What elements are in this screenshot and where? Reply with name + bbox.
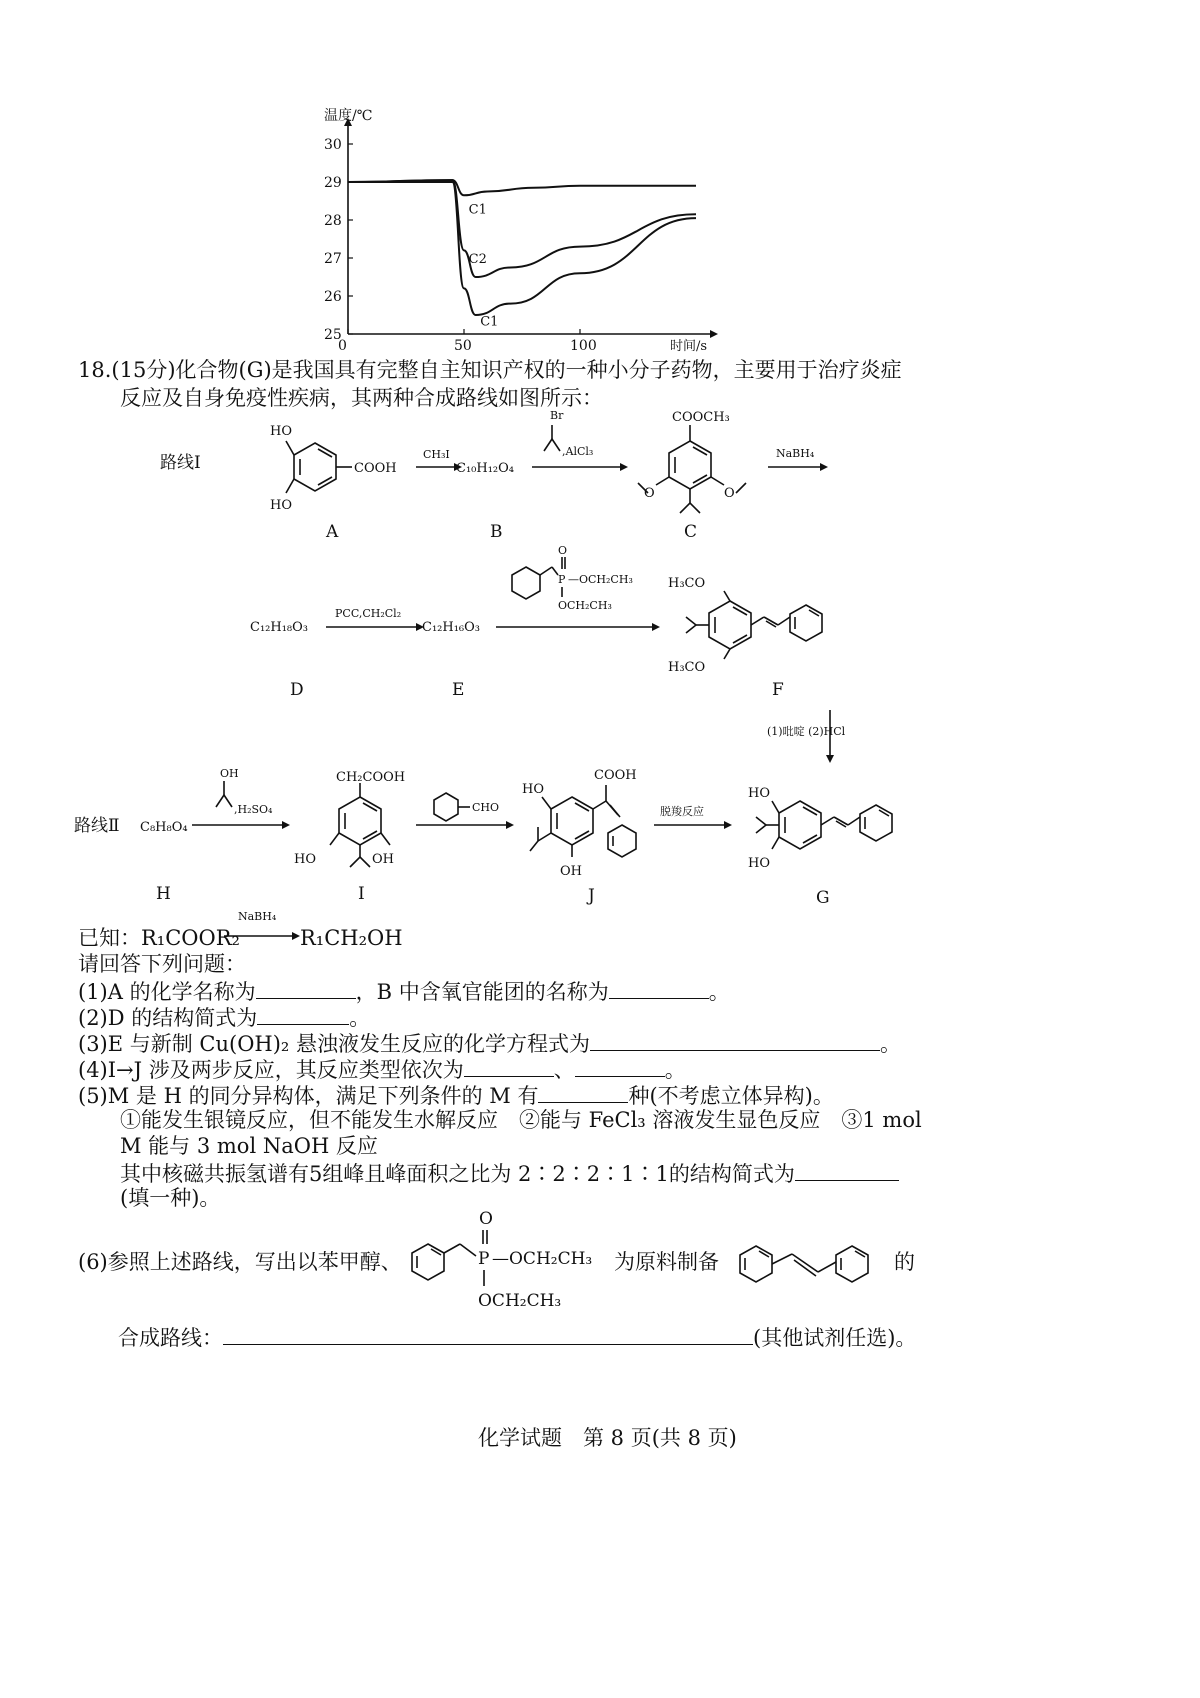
reaction-scheme — [60, 405, 1140, 915]
x-axis-arrow — [710, 330, 718, 338]
q4-text-b: 、 — [553, 1058, 575, 1082]
temperature-chart — [300, 100, 720, 360]
formula-h: C₈H₈O₄ — [140, 820, 188, 835]
known-lhs: R₁COOR₂ — [141, 926, 240, 950]
q5-text-a: (5)M 是 H 的同分异构体，满足下列条件的 M 有 — [78, 1084, 539, 1108]
q6-text-e: (其他试剂任选)。 — [753, 1326, 917, 1350]
compound-g-structure — [748, 786, 892, 871]
route1-label: 路线Ⅰ — [160, 453, 201, 473]
prompt: 请回答下列问题： — [78, 952, 246, 976]
question-intro-line1 — [78, 356, 902, 384]
svg-text:—OCH₂CH₃: —OCH₂CH₃ — [492, 1249, 593, 1269]
x-tick-label: 100 — [570, 338, 597, 354]
y-tick-label: 30 — [324, 137, 342, 153]
q4-blank-2[interactable] — [575, 1054, 665, 1077]
reagent-bc-br: Br — [550, 409, 564, 422]
question-number: 18. — [78, 358, 112, 382]
f-h3co-bottom: H₃CO — [668, 660, 706, 675]
q4-text-a: (4)I→J 涉及两步反应，其反应类型依次为 — [78, 1058, 464, 1082]
question-intro-line2: 反应及自身免疫性疾病，其两种合成路线如图所示： — [120, 386, 603, 410]
curve-label: C1 — [480, 314, 499, 330]
svg-text:P: P — [558, 573, 566, 586]
q1-blank-2[interactable] — [609, 976, 709, 999]
svg-text:—OCH₂CH₃: —OCH₂CH₃ — [568, 573, 633, 586]
label-i: I — [358, 884, 365, 904]
series-line-2 — [348, 180, 696, 277]
svg-text:O: O — [479, 1209, 493, 1229]
known-prefix: 已知： — [78, 926, 141, 950]
q1-text-b: ，B 中含氧官能团的名称为 — [355, 980, 609, 1004]
label-f: F — [772, 680, 784, 700]
page-footer: 化学试题 第 8 页(共 8 页) — [478, 1426, 737, 1450]
q3-text-b: 。 — [880, 1032, 902, 1056]
c-cooch3: COOCH₃ — [672, 410, 730, 425]
reagent-jg: 脱羧反应 — [660, 805, 704, 818]
label-e: E — [452, 680, 465, 700]
curve-label: C1 — [468, 202, 487, 218]
svg-text:O: O — [558, 544, 568, 557]
y-tick-label: 27 — [324, 251, 342, 267]
label-c: C — [684, 522, 698, 542]
q6-route — [118, 1322, 916, 1352]
label-d: D — [290, 680, 304, 700]
f-h3co-top: H₃CO — [668, 576, 706, 591]
i-ho: HO — [294, 852, 316, 867]
formula-e: C₁₂H₁₆O₃ — [422, 620, 480, 635]
i-oh: OH — [372, 852, 394, 867]
q3-blank[interactable] — [590, 1028, 880, 1051]
reagent-ab: CH₃I — [423, 448, 450, 461]
j-cooh: COOH — [594, 768, 637, 783]
a-cooh: COOH — [354, 461, 397, 476]
curve-label: C2 — [468, 252, 487, 267]
svg-text:O: O — [644, 486, 655, 501]
i-ch2cooh: CH₂COOH — [336, 770, 406, 785]
q1-text-c: 。 — [708, 980, 730, 1004]
reagent-ij: CHO — [472, 801, 500, 814]
reagent-de: PCC,CH₂Cl₂ — [335, 607, 402, 620]
compound-j-structure — [522, 768, 637, 879]
q6-text-a: (6)参照上述路线，写出以苯甲醇、 — [78, 1250, 402, 1274]
q5-text-b: 种(不考虑立体异构)。 — [628, 1084, 834, 1108]
q4-blank-1[interactable] — [464, 1054, 554, 1077]
q1-text-a: (1)A 的化学名称为 — [78, 980, 256, 1004]
q6-stilbene — [732, 1232, 892, 1296]
reagent-hi-oh: OH — [220, 767, 239, 780]
x-axis-label: 时间/s — [670, 339, 708, 354]
q5-conditions-1: ①能发生银镜反应，但不能发生水解反应 ②能与 FeCl₃ 溶液发生显色反应 ③1 mol — [120, 1108, 922, 1132]
x-tick-label: 50 — [454, 338, 472, 354]
j-ho: HO — [522, 782, 544, 797]
a-ho-top: HO — [270, 424, 292, 439]
j-oh: OH — [560, 864, 582, 879]
q2-text-b: 。 — [349, 1006, 371, 1030]
known-rhs: R₁CH₂OH — [300, 926, 403, 950]
g-ho-bottom: HO — [748, 856, 770, 871]
label-b: B — [490, 522, 503, 542]
y-tick-label: 28 — [324, 213, 342, 229]
reagent-phosphonate — [512, 544, 633, 612]
q5-nmr — [120, 1158, 899, 1188]
svg-text:P: P — [478, 1249, 490, 1269]
y-tick-label: 25 — [324, 327, 342, 343]
label-j: J — [588, 886, 595, 906]
known-line — [78, 924, 240, 952]
label-g: G — [816, 888, 830, 908]
q6-blank[interactable] — [223, 1322, 753, 1345]
q3-text-a: (3)E 与新制 Cu(OH)₂ 悬浊液发生反应的化学方程式为 — [78, 1032, 591, 1056]
question-points: (15分) — [111, 358, 176, 382]
formula-b: C₁₀H₁₂O₄ — [456, 461, 514, 476]
known-arrow — [222, 906, 302, 946]
compound-f-structure — [668, 576, 822, 675]
y-tick-label: 26 — [324, 289, 342, 305]
y-axis-label: 温度/℃ — [324, 108, 373, 124]
q2-text-a: (2)D 的结构简式为 — [78, 1006, 258, 1030]
q5-blank-1[interactable] — [538, 1080, 628, 1103]
q6-text-d: 合成路线： — [118, 1326, 223, 1350]
reagent-fg: (1)吡啶 (2)HCl — [767, 725, 846, 738]
x-tick-label: 0 — [338, 338, 347, 354]
g-ho-top: HO — [748, 786, 770, 801]
route2-label: 路线Ⅱ — [74, 816, 120, 836]
q2-blank[interactable] — [257, 1002, 349, 1025]
label-a: A — [326, 522, 339, 542]
svg-text:O: O — [724, 486, 735, 501]
q6-text-c: 的 — [894, 1250, 915, 1274]
known-reagent: NaBH₄ — [238, 910, 277, 923]
compound-i-structure — [294, 770, 405, 867]
svg-text:OCH₂CH₃: OCH₂CH₃ — [478, 1291, 562, 1311]
reagent-cd: NaBH₄ — [776, 447, 815, 460]
y-tick-label: 29 — [324, 175, 342, 191]
q6-phosphonate — [404, 1200, 612, 1320]
compound-c-structure — [638, 410, 746, 513]
q5-note: (填一种)。 — [120, 1186, 221, 1210]
q5-conditions-2: M 能与 3 mol NaOH 反应 — [120, 1134, 378, 1158]
formula-d: C₁₂H₁₈O₃ — [250, 620, 308, 635]
series-line-3 — [348, 182, 696, 315]
svg-text:OCH₂CH₃: OCH₂CH₃ — [558, 599, 612, 612]
label-h: H — [156, 884, 171, 904]
q5-text-d: 其中核磁共振氢谱有5组峰且峰面积之比为 2∶2∶2∶1∶1的结构简式为 — [120, 1162, 795, 1186]
intro-text: 化合物(G)是我国具有完整自主知识产权的一种小分子药物，主要用于治疗炎症 — [175, 358, 902, 382]
compound-a-structure — [270, 424, 397, 513]
q1-blank-1[interactable] — [256, 976, 356, 999]
a-ho-bottom: HO — [270, 498, 292, 513]
reagent-bc: ,AlCl₃ — [562, 445, 594, 458]
q5-blank-2[interactable] — [795, 1158, 899, 1181]
q6-text-b: 为原料制备 — [614, 1250, 719, 1274]
reagent-hi: ,H₂SO₄ — [234, 803, 273, 816]
q4-text-c: 。 — [664, 1058, 686, 1082]
